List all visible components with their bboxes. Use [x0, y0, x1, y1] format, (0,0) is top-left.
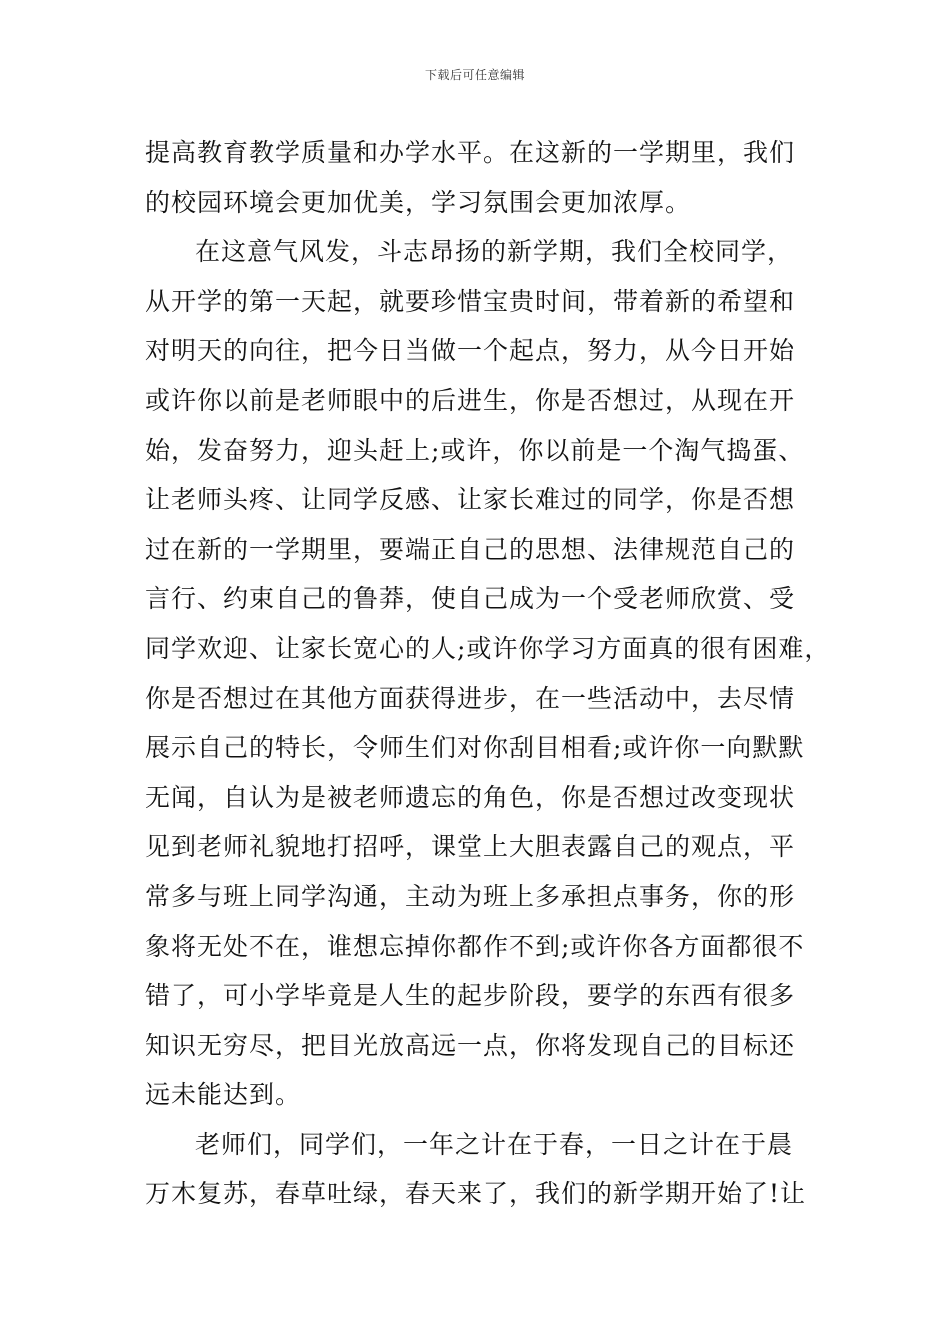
text-line: 的校园环境会更加优美，学习氛围会更加浓厚。 [145, 187, 692, 217]
text-line: 提高教育教学质量和办学水平。在这新的一学期里，我们 [145, 138, 796, 167]
document-body [145, 128, 831, 1219]
text-line: 无闻，自认为是被老师遗忘的角色，你是否想过改变现状 [145, 782, 796, 812]
text-line: 或许你以前是老师眼中的后进生，你是否想过，从现在开 [145, 385, 796, 415]
text-line: 错了，可小学毕竟是人生的起步阶段，要学的东西有很多 [145, 981, 796, 1011]
text-line: 让老师头疼、让同学反感、让家长难过的同学，你是否想 [145, 485, 796, 515]
paragraph [145, 227, 831, 1120]
text-line: 从开学的第一天起，就要珍惜宝贵时间，带着新的希望和 [145, 286, 796, 316]
text-line: 同学欢迎、让家长宽心的人;或许你学习方面真的很有困难， [145, 633, 831, 663]
paragraph [145, 1120, 825, 1219]
text-line: 过在新的一学期里，要端正自己的思想、法律规范自己的 [145, 534, 796, 564]
text-line: 万木复苏，春草吐绿，春天来了，我们的新学期开始了!让 [145, 1179, 807, 1209]
text-line: 象将无处不在，谁想忘掉你都作不到;或许你各方面都很不 [145, 931, 805, 961]
text-line: 始，发奋努力，迎头赶上;或许，你以前是一个淘气捣蛋、 [145, 435, 805, 465]
paragraph [145, 128, 825, 227]
text-line: 常多与班上同学沟通，主动为班上多承担点事务，你的形 [145, 881, 796, 911]
text-line: 你是否想过在其他方面获得进步，在一些活动中，去尽情 [145, 683, 796, 713]
text-line: 知识无穷尽，把目光放高远一点，你将发现自己的目标还 [145, 1030, 796, 1060]
text-line: 对明天的向往，把今日当做一个起点，努力，从今日开始 [145, 336, 796, 366]
text-line: 展示自己的特长，令师生们对你刮目相看;或许你一向默默 [145, 733, 805, 763]
text-line: 言行、约束自己的鲁莽，使自己成为一个受老师欣赏、受 [145, 584, 796, 614]
page-header: 下载后可任意编辑 [424, 68, 525, 82]
text-line: 远未能达到。 [145, 1080, 302, 1110]
text-line: 见到老师礼貌地打招呼，课堂上大胆表露自己的观点，平 [145, 832, 796, 862]
text-line: 在这意气风发，斗志昂扬的新学期，我们全校同学， [195, 237, 794, 267]
text-line: 老师们，同学们，一年之计在于春，一日之计在于晨 [195, 1129, 794, 1159]
